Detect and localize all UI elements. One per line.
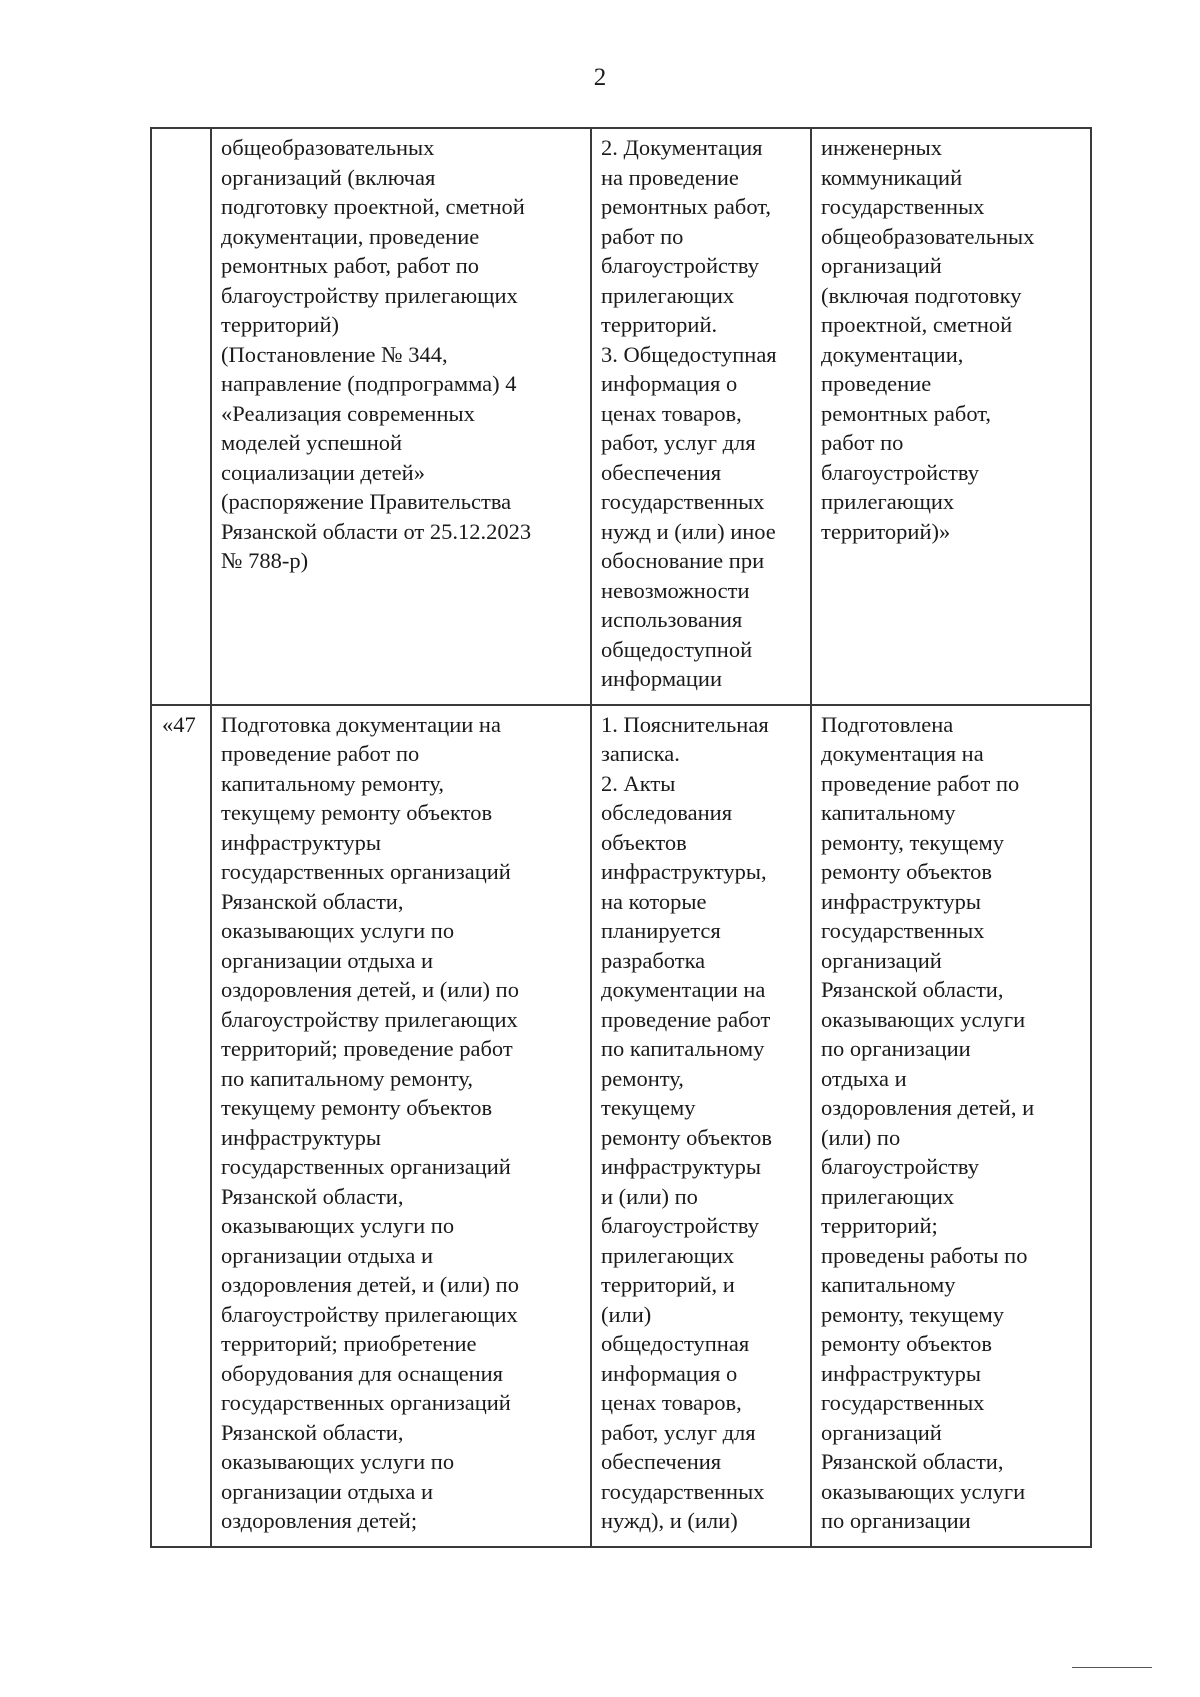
- footer-divider: [1072, 1667, 1152, 1668]
- measures-table: [150, 127, 1092, 1548]
- row-number-cell: [151, 128, 211, 705]
- result-cell: Подготовлена документация на проведение работ по капитальному ремонту, текущему ремонту объектов инфраструктуры государственных организаций Рязанской области, оказывающих услуги по организации отдыха и оздоровления детей, и (или) по благоустройству прилегающих территорий; проведены работы по капитальному ремонту, текущему ремонту объектов инфраструктуры государственных организаций Рязанской области, оказывающих услуги по организации: [811, 705, 1091, 1547]
- page-number: 2: [593, 64, 607, 91]
- table-row: [151, 128, 1091, 705]
- measure-name-cell: Подготовка документации на проведение работ по капитальному ремонту, текущему ремонту объектов инфраструктуры государственных организаций Рязанской области, оказывающих услуги по организации отдыха и оздоровления детей, и (или) по благоустройству прилегающих территорий; проведение работ по капитальному ремонту, текущему ремонту объектов инфраструктуры государственных организаций Рязанской области, оказывающих услуги по организации отдыха и оздоровления детей, и (или) по благоустройству прилегающих территорий; приобретение оборудования для оснащения государственных организаций Рязанской области, оказывающих услуги по организации отдыха и оздоровления детей;: [211, 705, 591, 1547]
- result-cell: инженерных коммуникаций государственных общеобразовательных организаций (включая подготовку проектной, сметной документации, проведение ремонтных работ, работ по благоустройству прилегающих территорий)»: [811, 128, 1091, 705]
- row-number-cell: «47: [151, 705, 211, 1547]
- documents-cell: 1. Пояснительная записка. 2. Акты обследования объектов инфраструктуры, на которые планируется разработка документации на проведение работ по капитальному ремонту, текущему ремонту объектов инфраструктуры и (или) по благоустройству прилегающих территорий, и (или) общедоступная информация о ценах товаров, работ, услуг для обеспечения государственных нужд), и (или): [591, 705, 811, 1547]
- measure-name-cell: общеобразовательных организаций (включая подготовку проектной, сметной документации, проведение ремонтных работ, работ по благоустройству прилегающих территорий) (Постановление № 344, направление (подпрограмма) 4 «Реализация современных моделей успешной социализации детей» (распоряжение Правительства Рязанской области от 25.12.2023 № 788-р): [211, 128, 591, 705]
- documents-cell: 2. Документация на проведение ремонтных работ, работ по благоустройству прилегающих территорий. 3. Общедоступная информация о ценах товаров, работ, услуг для обеспечения государственных нужд и (или) иное обоснование при невозможности использования общедоступной информации: [591, 128, 811, 705]
- table-row: [151, 705, 1091, 1547]
